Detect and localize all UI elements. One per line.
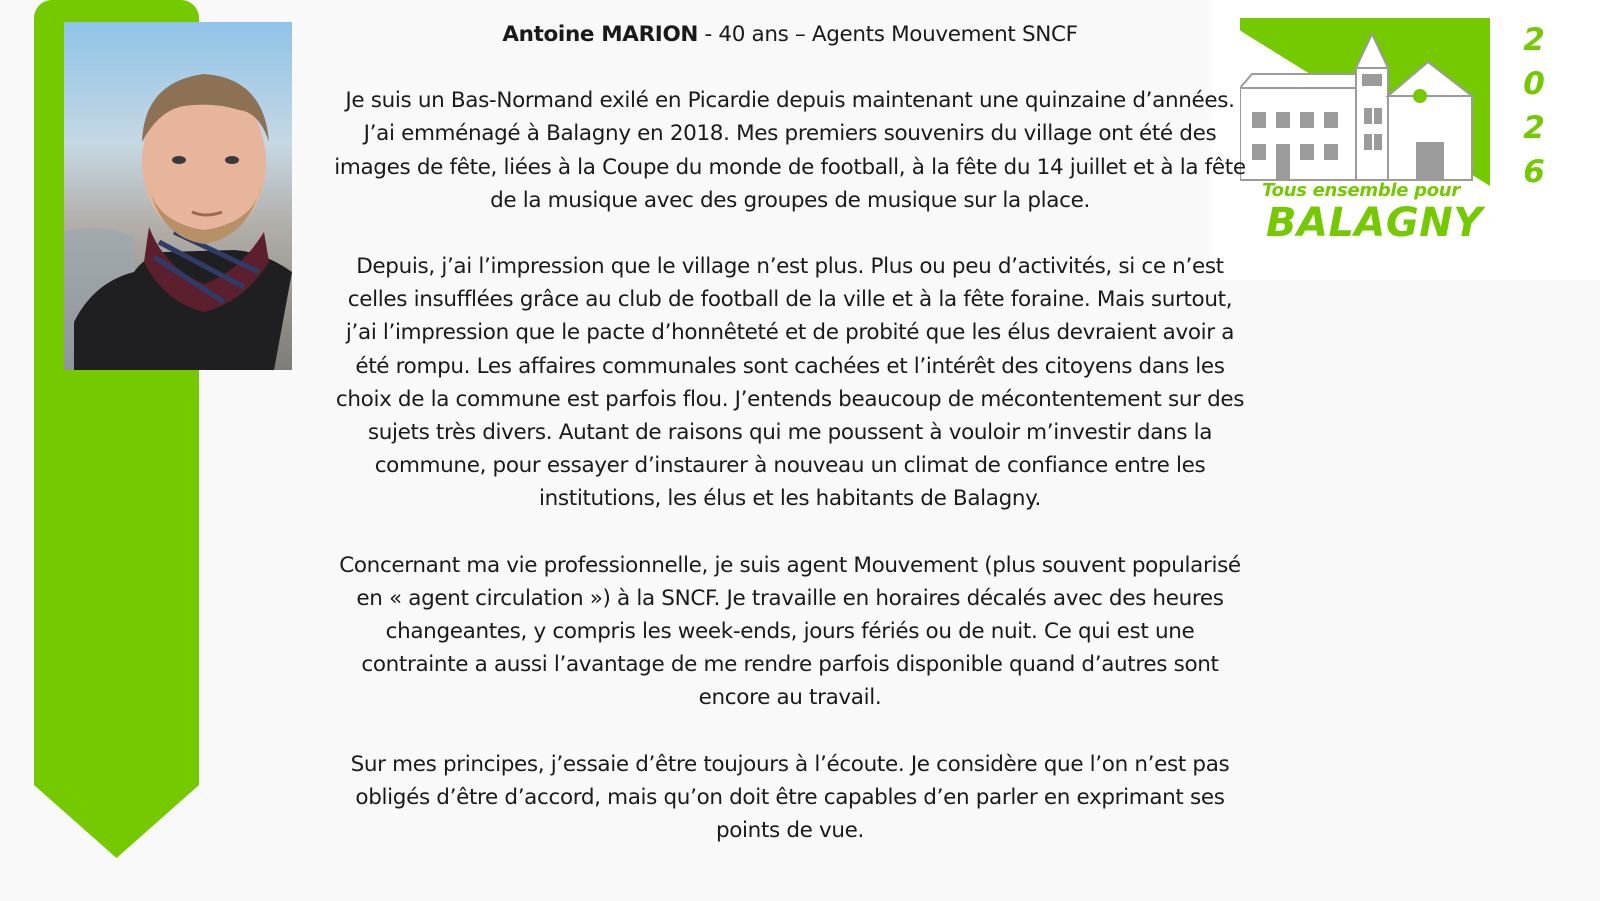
logo-title: BALAGNY (1266, 200, 1483, 246)
profile-header (330, 18, 1250, 51)
logo-year-digit: 2 (1523, 22, 1545, 58)
logo-year-digit: 2 (1523, 110, 1545, 146)
logo-year-digit: 6 (1523, 154, 1545, 190)
logo-year-digit: 0 (1523, 66, 1545, 102)
logo-year (1516, 18, 1552, 194)
profile-photo (64, 22, 292, 370)
logo-tagline: Tous ensemble pour (1262, 180, 1460, 201)
paragraph-principles: Sur mes principes, j’essaie d’être toujours à l’écoute. Je considère que l’on n’est pas obligés d’être d’accord, mais qu’on doit être capables d’en parler en exprimant ses points de vue. (350, 751, 1230, 844)
paragraph-origins: Je suis un Bas-Normand exilé en Picardie depuis maintenant une quinzaine d’années. J’ai emménagé à Balagny en 2018. Mes premiers souvenirs du village ont été des images de fête, liées à la Coupe du monde de football, à la fête du 14 juillet et à la fête de la musique avec des groupes de musique sur la place. (334, 88, 1246, 213)
profile-text (330, 18, 1250, 847)
candidate-name: Antoine MARION (502, 22, 699, 47)
paragraph-profession: Concernant ma vie professionnelle, je suis agent Mouvement (plus souvent popularisé en « agent circulation ») à la SNCF. Je travaille en horaires décalés avec des heures changeantes, y compris les week-ends, jours fériés ou de nuit. Ce qui est une contrainte a aussi l’avantage de me rendre parfois disponible quand d’autres sont encore au travail. (339, 552, 1241, 711)
candidate-details: - 40 ans – Agents Mouvement SNCF (698, 22, 1078, 47)
paragraph-motivation: Depuis, j’ai l’impression que le village n’est plus. Plus ou peu d’activités, si ce n’est celles insufflées grâce au club de football de la ville et à la fête foraine. Mais surtout, j’ai l’impression que le pacte d’honnêteté et de probité que les élus devraient avoir a été rompu. Les affaires communales sont cachées et l’intérêt des citoyens dans les choix de la commune est parfois flou. J’entends beaucoup de mécontentement sur des sujets très divers. Autant de raisons qui me poussent à vouloir m’investir dans la commune, pour essayer d’instaurer à nouveau un climat de confiance entre les institutions, les élus et les habitants de Balagny. (335, 254, 1245, 512)
